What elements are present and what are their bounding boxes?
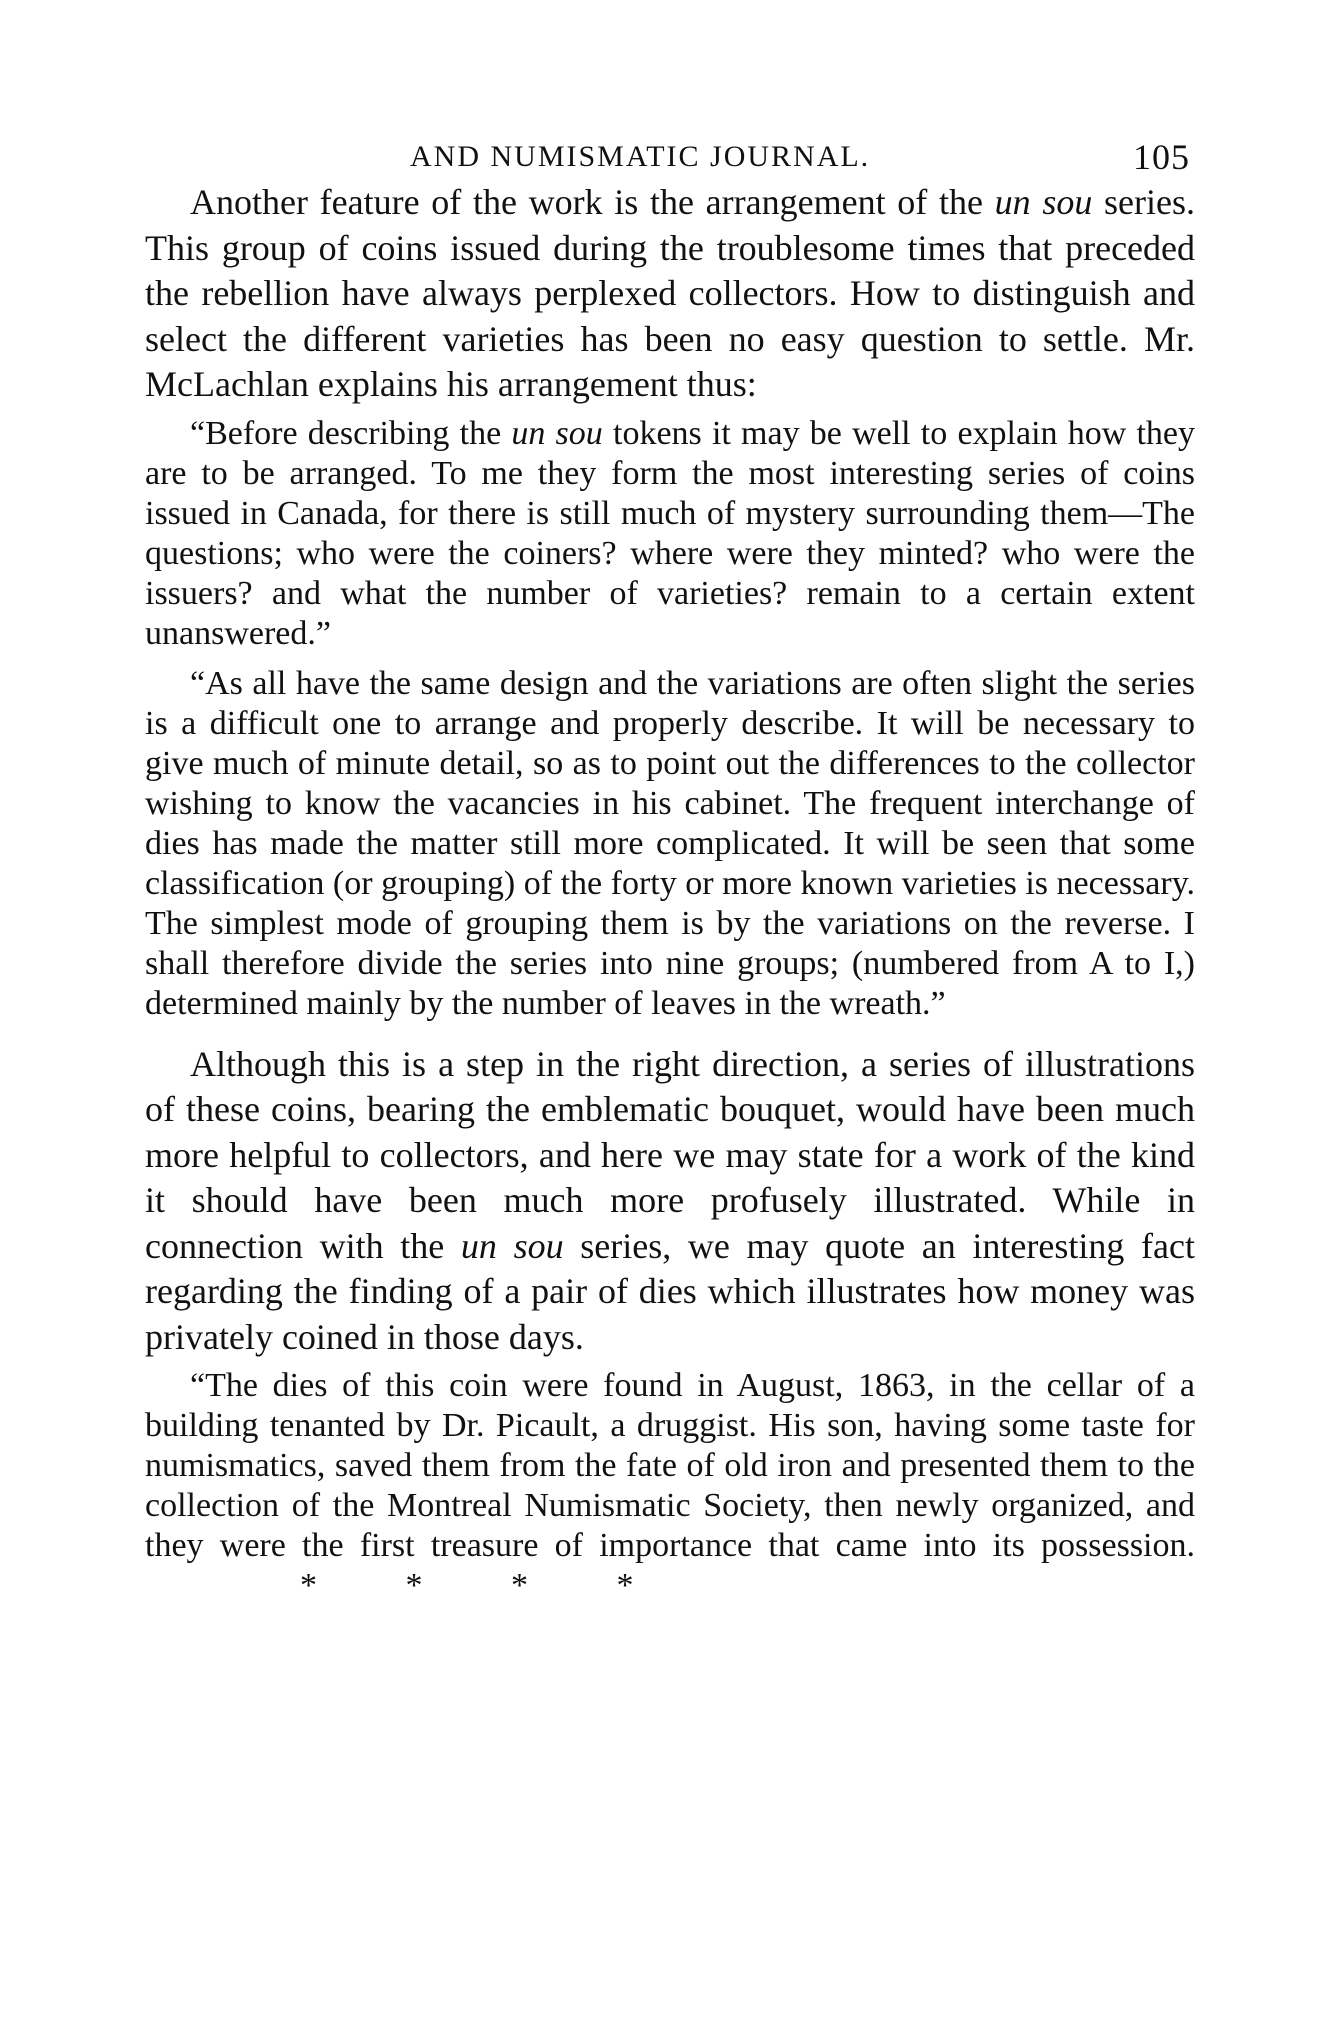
quote-dies-found — [145, 1366, 1195, 1606]
book-page — [145, 110, 1195, 1606]
closing-asterisks: * * * * — [300, 1567, 634, 1604]
italic-term: un sou — [460, 1225, 564, 1266]
italic-term: un sou — [994, 182, 1093, 222]
italic-term: un sou — [511, 414, 603, 452]
text-run: tokens it may be well to explain how they are to be arranged. To me they form the most interesting series of coins issued in Canada, for there is still much of mystery surrounding them—The questions; who were the coiners? where were they minted? who were the issuers? and what the number of varieties? remain to a certain extent unanswered.” — [145, 414, 1196, 652]
running-title: AND NUMISMATIC JOURNAL. — [410, 140, 871, 173]
quote-same-design — [145, 664, 1195, 1024]
quote-before-describing — [145, 414, 1195, 654]
text-run: series, we may quote an interesting fact regarding the finding of a pair of dies which illustrates how money was privately coined in those days. — [145, 1225, 1195, 1357]
text-run: “Before describing the — [190, 414, 512, 452]
running-head — [145, 110, 1195, 180]
paragraph-un-sou-arrangement — [145, 180, 1195, 408]
text-run: Although this is a step in the right direction, a series of illustrations of these coins, bearing the emblematic bouquet, would have been much more helpful to collectors, and here we may state for a work of the kind it should have been much more profusely illustrated. While in connection with the — [145, 1043, 1195, 1266]
text-run: “As all have the same design and the variations are often slight the series is a difficult one to arrange and properly describe. It will be necessary to give much of minute detail, so as to point out the differences to the collector wishing to know the vacancies in his cabinet. The frequent interchange of dies has made the matter still more complicated. It will be seen that some classification (or grouping) of the forty or more known varieties is necessary. The simplest mode of grouping them is by the variations on the reverse. I shall therefore divide the series into nine groups; (numbered from A to I,) determined mainly by the number of leaves in the wreath.” — [145, 664, 1195, 1022]
text-run: “The dies of this coin were found in August, 1863, in the cellar of a building tenanted by Dr. Picault, a druggist. His son, having some taste for numismatics, saved them from the fate of old iron and presented them to the collection of the Montreal Numismatic Society, then newly organized, and they were the first treasure of importance that came into its possession. — [145, 1367, 1195, 1564]
text-run: Another feature of the work is the arrangement of the — [190, 182, 995, 222]
page-number: 105 — [1133, 137, 1190, 177]
text-run: series. This group of coins issued during the troublesome times that preceded the rebellion have always perplexed collectors. How to distinguish and select the different varieties has been no easy question to settle. Mr. McLachlan explains his arrangement thus: — [145, 182, 1195, 404]
paragraph-step-right-direction — [145, 1042, 1195, 1361]
